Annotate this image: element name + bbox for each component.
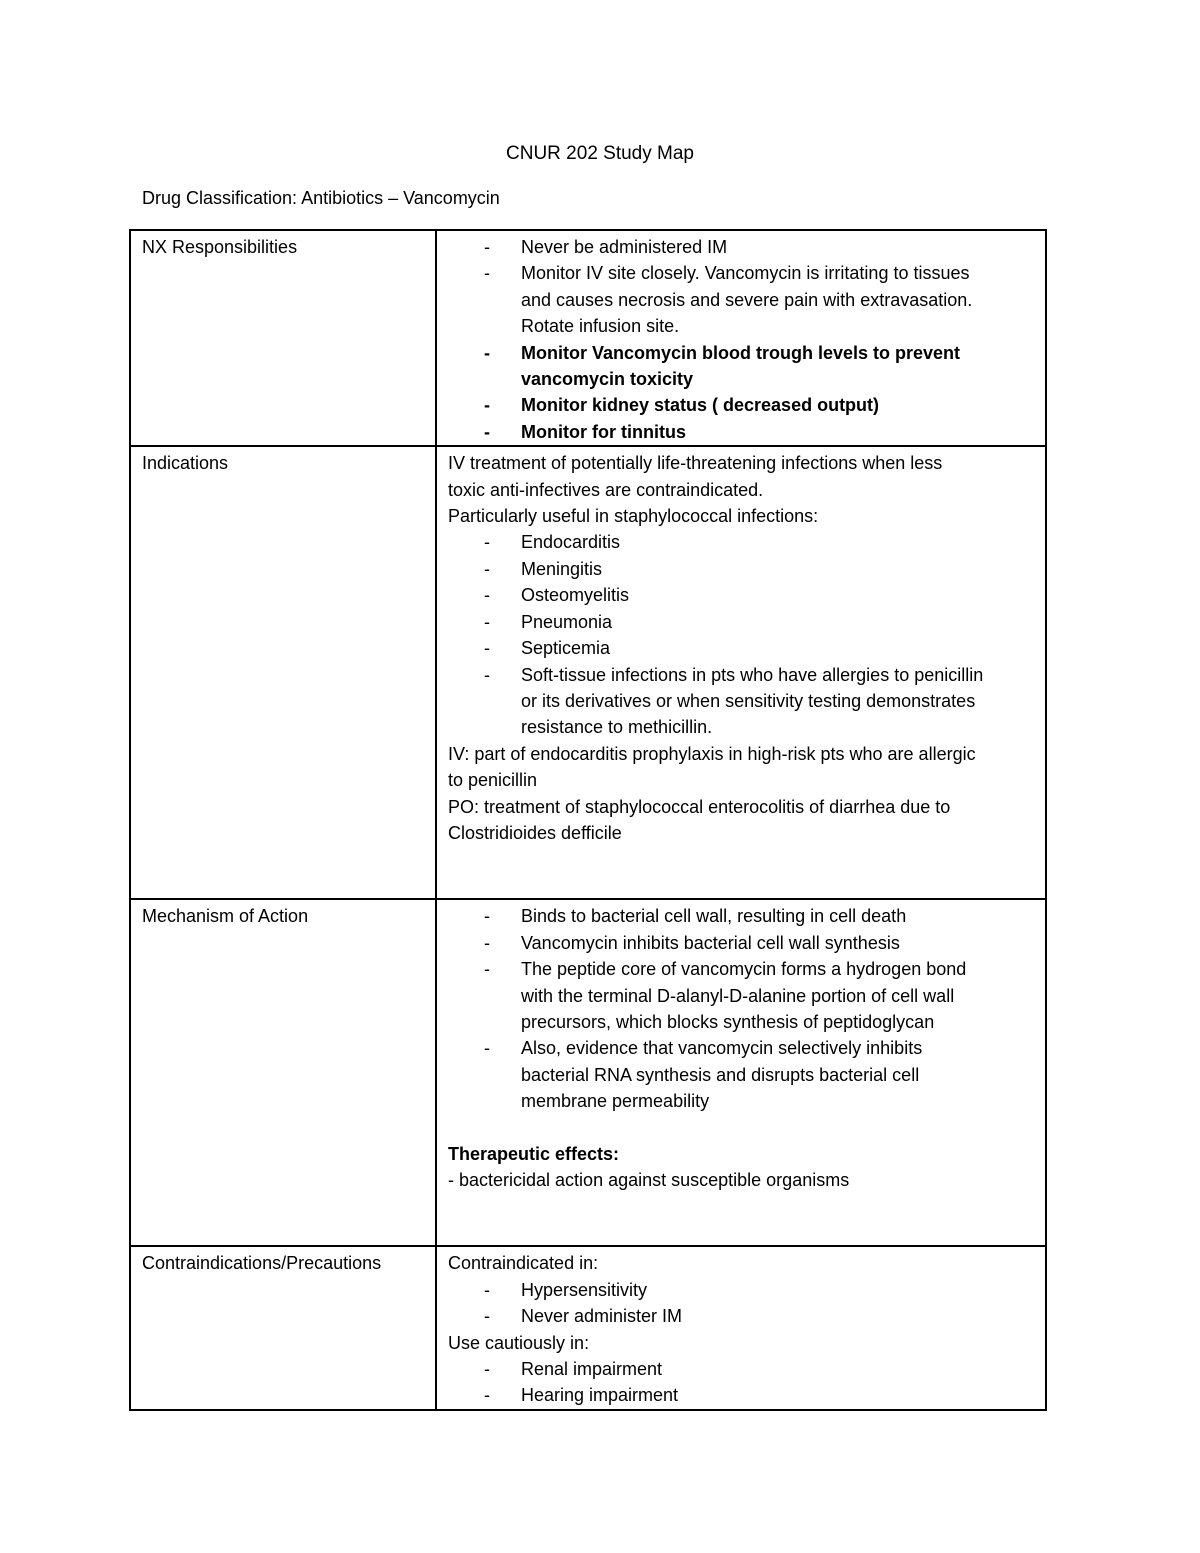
bullet-dash: - — [484, 906, 490, 927]
study-map-table — [129, 229, 1047, 1411]
table-row-indications — [130, 446, 1046, 899]
therapeutic-effects-heading: Therapeutic effects: — [448, 1143, 620, 1164]
paragraph-line: PO: treatment of staphylococcal enterocolitis of diarrhea due to — [448, 796, 951, 817]
list-item — [448, 1035, 1037, 1114]
list-item — [448, 234, 1037, 260]
item-line: Monitor IV site closely. Vancomycin is irritating to tissues — [521, 263, 970, 284]
contraindicated-heading: Contraindicated in: — [448, 1253, 599, 1274]
row-label: Mechanism of Action — [130, 899, 436, 1246]
document-title: CNUR 202 Study Map — [506, 143, 694, 164]
paragraph-line: Particularly useful in staphylococcal infections: — [448, 506, 819, 527]
item-line: Monitor for tinnitus — [521, 421, 686, 442]
bullet-dash: - — [484, 421, 490, 442]
bullet-dash: - — [484, 959, 490, 980]
contraindications-content — [436, 1246, 1046, 1409]
item-line: The peptide core of vancomycin forms a hydrogen bond — [521, 959, 967, 980]
paragraph-line: IV treatment of potentially life-threatening infections when less — [448, 453, 943, 474]
bullet-dash: - — [484, 585, 490, 606]
item-line: Osteomyelitis — [521, 585, 630, 606]
bullet-dash: - — [484, 263, 490, 284]
item-line: membrane permeability — [521, 1091, 710, 1112]
item-line: precursors, which blocks synthesis of peptidoglycan — [521, 1011, 935, 1032]
list-item — [448, 1382, 1037, 1408]
list-item — [448, 556, 1037, 582]
list-item — [448, 419, 1037, 445]
list-item — [448, 662, 1037, 741]
bullet-dash: - — [484, 611, 490, 632]
list-item — [448, 635, 1037, 661]
bullet-dash: - — [484, 1279, 490, 1300]
item-line: Meningitis — [521, 558, 603, 579]
bullet-dash: - — [484, 932, 490, 953]
list-item — [448, 582, 1037, 608]
caution-heading: Use cautiously in: — [448, 1332, 590, 1353]
list-item — [448, 1277, 1037, 1303]
row-label: Contraindications/Precautions — [130, 1246, 436, 1409]
table-row-contraindications — [130, 1246, 1046, 1409]
list-item — [448, 340, 1037, 393]
bullet-dash: - — [484, 1038, 490, 1059]
indications-content — [436, 446, 1046, 899]
list-item — [448, 956, 1037, 1035]
paragraph-line: Clostridioides defficile — [448, 822, 622, 843]
list-item — [448, 529, 1037, 555]
bullet-dash: - — [484, 558, 490, 579]
bullet-dash: - — [484, 532, 490, 553]
paragraph-line: to penicillin — [448, 770, 538, 791]
item-line: Also, evidence that vancomycin selectively inhibits — [521, 1038, 923, 1059]
nx-responsibilities-content — [436, 230, 1046, 446]
item-line: vancomycin toxicity — [521, 369, 694, 390]
item-line: and causes necrosis and severe pain with extravasation. — [521, 289, 973, 310]
bullet-dash: - — [484, 1306, 490, 1327]
bullet-dash: - — [484, 342, 490, 363]
spacer — [448, 1193, 1037, 1245]
item-line: Septicemia — [521, 638, 611, 659]
item-line: resistance to methicillin. — [521, 717, 713, 738]
row-label: NX Responsibilities — [130, 230, 436, 446]
item-line: Endocarditis — [521, 532, 621, 553]
item-line: Monitor kidney status ( decreased output) — [521, 395, 880, 416]
list-item — [448, 903, 1037, 929]
drug-classification: Drug Classification: Antibiotics – Vancomycin — [142, 188, 500, 208]
therapeutic-effects-line: - bactericidal action against susceptible organisms — [448, 1170, 850, 1190]
item-line: Rotate infusion site. — [521, 316, 680, 337]
bullet-dash: - — [484, 1359, 490, 1380]
paragraph-line: toxic anti-infectives are contraindicated. — [448, 479, 764, 500]
bullet-dash: - — [484, 664, 490, 685]
list-item — [448, 392, 1037, 418]
list-item — [448, 1303, 1037, 1329]
item-line: Vancomycin inhibits bacterial cell wall synthesis — [521, 932, 900, 953]
item-line: bacterial RNA synthesis and disrupts bacterial cell — [521, 1064, 920, 1085]
item-line: Monitor Vancomycin blood trough levels to prevent — [521, 342, 961, 363]
item-line: Never administer IM — [521, 1306, 683, 1327]
list-item — [448, 1356, 1037, 1382]
table-row-mechanism — [130, 899, 1046, 1246]
bullet-dash: - — [484, 638, 490, 659]
list-item — [448, 260, 1037, 339]
mechanism-content — [436, 899, 1046, 1246]
item-line: Binds to bacterial cell wall, resulting in cell death — [521, 906, 907, 927]
paragraph-line: IV: part of endocarditis prophylaxis in high-risk pts who are allergic — [448, 743, 976, 764]
row-label: Indications — [130, 446, 436, 899]
item-line: Renal impairment — [521, 1359, 663, 1380]
bullet-dash: - — [484, 237, 490, 257]
list-item — [448, 609, 1037, 635]
item-line: Soft-tissue infections in pts who have allergies to penicillin — [521, 664, 984, 685]
item-line: Hypersensitivity — [521, 1279, 648, 1300]
item-line: or its derivatives or when sensitivity testing demonstrates — [521, 690, 976, 711]
spacer — [448, 1115, 1037, 1141]
item-line: Pneumonia — [521, 611, 613, 632]
table-row-nx-responsibilities — [130, 230, 1046, 446]
item-line: Never be administered IM — [521, 237, 728, 257]
list-item — [448, 930, 1037, 956]
bullet-dash: - — [484, 1385, 490, 1406]
bullet-dash: - — [484, 395, 490, 416]
item-line: with the terminal D-alanyl-D-alanine portion of cell wall — [521, 985, 955, 1006]
spacer — [448, 846, 1037, 898]
item-line: Hearing impairment — [521, 1385, 679, 1406]
